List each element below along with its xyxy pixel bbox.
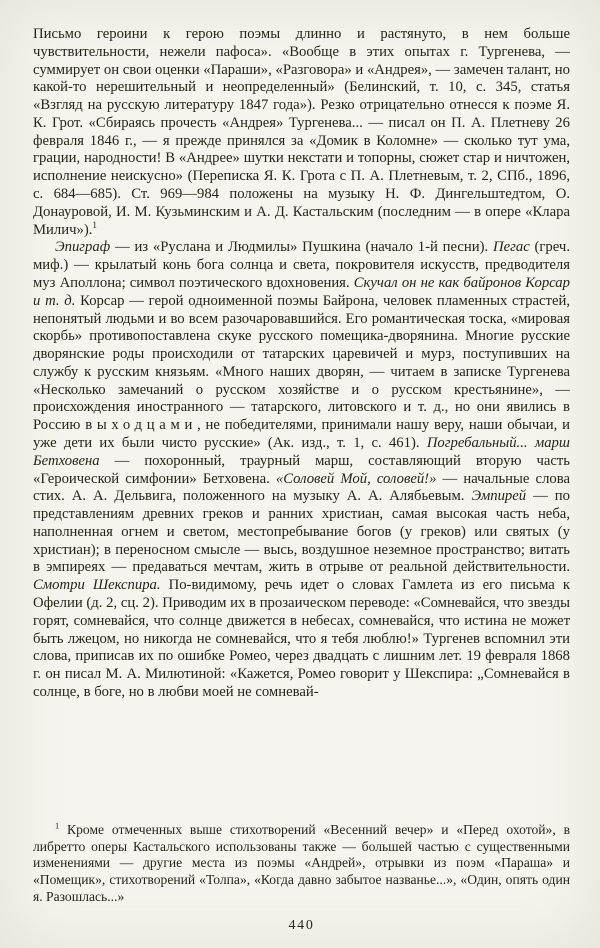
text-run: «Соловей Мой, соловей!» xyxy=(275,470,437,487)
page-number: 440 xyxy=(288,918,315,933)
text-run: Смотри Шекспира. xyxy=(33,577,161,594)
text-run: , не победителями, принимали нашу веру, наши обычаи, и уже дети их были чисто русские» (Ак. изд., т. 1, с. 461). xyxy=(33,417,571,451)
text-run: Скучал он не как байронов Корсар и т. д. xyxy=(33,274,570,309)
text-run: Кроме отмеченных выше стихотворений «Весенний вечер» и «Перед охотой», в либретто оперы Кастальского использованы также — большей частью с существенными изменениями — другие места из поэмы «Андрей», отрывки из поэм «Параша» и «Помещик», стихотворений «Толпа», «Когда давно забытое названье...», «Один, опять один я. Разошлась...» xyxy=(33,821,570,905)
text-run: Эмпирей xyxy=(471,488,527,505)
text-run: Письмо героини к герою поэмы длинно и растянуто, в нем больше чувствительности, нежели пафоса». «Вообще в этих опытах г. Тургенева, — суммирует он свои оценки «Параши», «Разговора» и «Андрея», — замечен талант, но какой-то нерешительный и неопределенный» (Белинский, т. 10, с. 345, статья «Взгляд на русскую литературу 1847 года»). Резко отрицательно отнесся к поэме Я. К. Грот. «Сбираясь прочесть «Андрея» Тургенева... — писал он П. А. Плетневу 26 февраля 1846 г., — я прежде принялся за «Домик в Коломне» — сколько тут ума, грации, народности! В «Андрее» шутки некстати и топорны, сюжет стар и ничтожен, исполнение неискусно» (Переписка Я. К. Грота с П. А. Плетневым, т. 2, СПб., 1896, с. 684—685). Ст. 969—984 положены на музыку Н. Ф. Дингельштедтом, О. Донауровой, И. М. Кузьминским и А. Д. Кастальским (последним — в опере «Клара Милич»). xyxy=(33,26,570,238)
text-run: Эпиграф xyxy=(55,239,111,256)
text-run: — начальные слова стих. А. А. Дельвига, положенного на музыку А. А. Алябьевым. xyxy=(33,470,570,505)
text-run: — из «Руслана и Людмилы» Пушкина (начало 1-й песни). xyxy=(110,239,493,256)
footnote-marker: 1 xyxy=(92,219,97,230)
text-run: выходцами xyxy=(85,417,198,434)
text-run: — по представлениям древних греков и ранних христиан, самая высокая часть неба, наполненная огнем и светом, местопребывание богов (у греков) или святых (у христиан); в переносном смысле — высь, воздушное неземное пространство; витать в эмпиреях — предаваться мечтам, жить в отрыве от реальной действительности. xyxy=(33,488,570,576)
paragraph xyxy=(33,26,570,239)
paragraph xyxy=(33,239,570,701)
commentary-text xyxy=(33,26,570,702)
paragraph xyxy=(33,822,570,906)
footnote-marker: 1 xyxy=(55,820,60,831)
text-run: — похоронный, траурный марш, составляющий вторую часть «Героической симфонии» Бетховена. xyxy=(33,452,570,487)
text-run: (греч. миф.) — крылатый конь бога солнца и света, покровителя искусств, предводителя муз Аполлона; символ поэтического вдохновения. xyxy=(33,239,570,291)
text-run: Пегас xyxy=(493,239,530,256)
footnote-section xyxy=(33,812,570,906)
text-run: Погребальный... марш Бетховена xyxy=(33,434,570,469)
text-run: По-видимому, речь идет о словах Гамлета из его письма к Офелии (д. 2, сц. 2). Приводим их в прозаическом переводе: «Сомневайся, что звезды горят, сомневайся, что солнце движется в небесах, сомневайся, что истина не может быть лжецом, но никогда не сомневайся, что я тебя люблю!» Тургенев вспомнил эти слова, приписав их по ошибке Ромео, через двадцать с лишним лет. 19 февраля 1868 г. он писал М. А. Милютиной: «Кажется, Ромео говорит у Шекспира: „Сомневайся в солнце, в боге, но в любви моей не сомневай- xyxy=(33,577,570,700)
text-run: Корсар — герой одноименной поэмы Байрона, человек пламенных страстей, непонятый людьми и во всем разочаровавшийся. Его романтическая тоска, «мировая скорбь» противопоставлена скуке русского помещика-дворянина. Многие русские дворянские роды происходили от татарских царевичей и мурз, поступивших на службу к русским князьям. «Много наших дворян, — читаем в записке Тургенева «Несколько замечаний о русском хозяйстве и о русском крестьянине», — происхождения иностранного — татарского, литовского и т. д., но они явились в Россию xyxy=(33,292,570,434)
